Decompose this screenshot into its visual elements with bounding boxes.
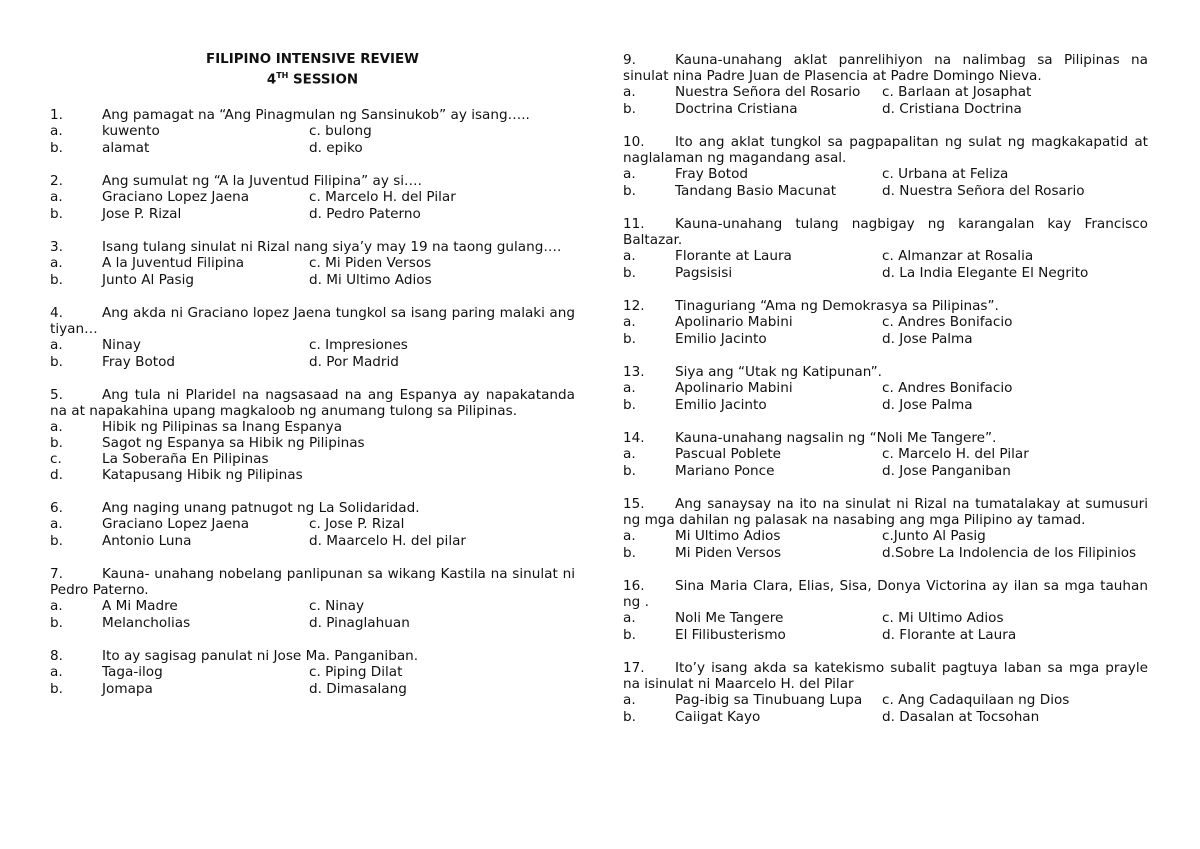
option-letter: a. [50,664,63,681]
option-letter: b. [50,139,63,156]
option-row [50,533,575,550]
session-suffix: TH [276,71,289,80]
question-text [623,660,1148,692]
option-choice-alt: d. Dimasalang [309,680,407,697]
option-choice-alt: d. epiko [309,139,363,156]
option-row [50,206,575,223]
question-3 [50,239,575,288]
question-stem: Ang akda ni Graciano lopez Jaena tungkol sa isang paring malaki ang tiyan… [50,305,575,338]
option-letter: a. [623,380,636,396]
option-choice: Caiigat Kayo [675,708,761,725]
option-row [623,709,1148,726]
option-letter: a. [50,419,63,436]
question-text [50,500,575,516]
option-letter: a. [50,598,63,615]
title-line-2 [50,68,575,88]
question-number: 5. [50,387,63,404]
option-choice: A Mi Madre [102,598,178,615]
option-choice-alt: c. Ninay [309,598,365,615]
option-row [50,255,575,272]
option-choice-alt: d. Mi Ultimo Adios [309,271,432,288]
option-row [623,627,1148,644]
question-number: 16. [623,578,645,594]
option-choice: Jomapa [102,680,153,697]
option-choice: kuwento [102,123,160,140]
option-row [50,419,575,435]
option-choice: Katapusang Hibik ng Pilipinas [102,467,303,484]
option-choice: Fray Botod [102,353,176,370]
question-15 [623,496,1148,561]
option-choice-alt: c. Ang Cadaquilaan ng Dios [882,692,1070,708]
option-letter: a. [50,123,63,140]
question-14 [623,430,1148,479]
question-7 [50,566,575,631]
question-number: 13. [623,364,645,380]
left-column [50,52,575,714]
option-row [623,331,1148,348]
question-stem: Kauna-unahang nagsalin ng “Noli Me Tangere”. [675,430,997,446]
option-choice: Pag-ibig sa Tinubuang Lupa [675,692,863,708]
option-row [50,664,575,681]
option-choice-alt: c. Andres Bonifacio [882,314,1013,330]
question-stem: Kauna- unahang nobelang panlipunan sa wikang Kastila na sinulat ni Pedro Paterno. [50,566,575,599]
option-row [50,354,575,371]
option-choice: Tandang Basio Macunat [675,182,837,199]
option-row [50,467,575,483]
option-letter: b. [623,626,636,643]
option-choice: Nuestra Señora del Rosario [675,84,861,100]
option-choice-alt: c. Mi Piden Versos [309,255,432,272]
option-choice-alt: d. Cristiana Doctrina [882,100,1022,117]
option-row [50,516,575,533]
option-choice-alt: d. Maarcelo H. del pilar [309,532,467,549]
option-letter: d. [50,467,63,484]
option-choice: Emilio Jacinto [675,330,767,347]
option-choice-alt: d. Florante at Laura [882,626,1017,643]
option-choice: Sagot ng Espanya sa Hibik ng Pilipinas [102,435,365,452]
question-11 [623,216,1148,281]
option-choice: La Soberaña En Pilipinas [102,451,269,468]
option-choice: Hibik ng Pilipinas sa Inang Espanya [102,419,343,436]
option-choice: Doctrina Cristiana [675,100,798,117]
question-stem: Ang sanaysay na ito na sinulat ni Rizal na tumatalakay at sumusuri ng mga dahilan ng palasak na nasabing ang mga Pilipino ay tamad. [623,496,1148,528]
option-choice-alt: c.Junto Al Pasig [882,528,986,544]
option-choice: A la Juventud Filipina [102,255,245,272]
option-row [623,183,1148,200]
question-stem: Ito ang aklat tungkol sa pagpapalitan ng sulat ng magkakapatid at naglalaman ng magandang asal. [623,134,1148,166]
option-choice: Mi Piden Versos [675,544,782,561]
option-choice-alt: d. Pinaglahuan [309,614,410,631]
question-stem: Ito’y isang akda sa katekismo subalit pagtuya laban sa mga prayle na isinulat ni Maarcelo H. del Pilar [623,660,1148,692]
option-choice-alt: c. Impresiones [309,337,408,354]
option-letter: a. [623,248,636,264]
option-choice: alamat [102,139,150,156]
question-number: 17. [623,660,645,676]
option-letter: b. [50,680,63,697]
option-row [623,446,1148,463]
option-row [623,101,1148,118]
question-number: 4. [50,305,63,322]
option-choice: Melancholias [102,614,191,631]
question-stem: Ang tula ni Plaridel na nagsasaad na ang Espanya ay napakatanda na at napakahina upang magkaloob ng anumang tulong sa Pilipinas. [50,387,575,420]
question-stem: Isang tulang sinulat ni Rizal nang siya’y may 19 na taong gulang…. [102,239,562,256]
option-choice-alt: c. Marcelo H. del Pilar [882,446,1029,462]
question-number: 2. [50,173,63,190]
option-row [623,692,1148,709]
option-letter: a. [623,610,636,626]
question-number: 12. [623,298,645,314]
question-number: 8. [50,648,63,665]
question-stem: Ang pamagat na “Ang Pinagmulan ng Sansinukob” ay isang….. [102,107,530,124]
option-choice: Jose P. Rizal [102,205,182,222]
option-choice: Graciano Lopez Jaena [102,189,250,206]
option-letter: b. [623,544,636,561]
option-choice-alt: c. Marcelo H. del Pilar [309,189,456,206]
question-text [50,107,575,123]
option-row [623,463,1148,480]
question-text [623,496,1148,528]
option-letter: a. [623,446,636,462]
option-row [623,545,1148,562]
option-choice: Pascual Poblete [675,446,782,462]
option-row [623,265,1148,282]
option-choice-alt: d. Jose Panganiban [882,462,1011,479]
option-letter: b. [50,271,63,288]
option-row [623,248,1148,265]
question-4 [50,305,575,370]
question-text [623,52,1148,84]
option-choice: Mi Ultimo Adios [675,528,781,544]
option-row [623,84,1148,101]
option-choice: Florante at Laura [675,248,792,264]
option-choice: Fray Botod [675,166,749,182]
option-row [50,598,575,615]
option-letter: a. [623,166,636,182]
option-letter: b. [623,182,636,199]
option-letter: c. [50,451,62,468]
option-row [50,189,575,206]
option-row [50,337,575,354]
option-letter: a. [50,516,63,533]
option-row [623,380,1148,397]
question-stem: Ang sumulat ng “A la Juventud Filipina” ay si…. [102,173,422,190]
option-choice-alt: c. Barlaan at Josaphat [882,84,1032,100]
option-row [50,123,575,140]
question-number: 11. [623,216,645,232]
option-letter: b. [623,396,636,413]
option-letter: a. [50,337,63,354]
question-5 [50,387,575,483]
question-number: 7. [50,566,63,583]
option-letter: a. [50,189,63,206]
option-choice: Taga-ilog [102,664,163,681]
option-row [623,166,1148,183]
option-choice-alt: d. Dasalan at Tocsohan [882,708,1040,725]
option-letter: a. [623,84,636,100]
option-choice: Junto Al Pasig [102,271,195,288]
title-line-1: FILIPINO INTENSIVE REVIEW [206,52,419,67]
question-text [50,566,575,598]
question-stem: Kauna-unahang aklat panrelihiyon na nalimbag sa Pilipinas na sinulat nina Padre Juan de Plasencia at Padre Domingo Nieva. [623,52,1148,84]
option-choice: Emilio Jacinto [675,396,767,413]
session-label: SESSION [288,72,359,88]
question-stem: Tinaguriang “Ama ng Demokrasya sa Pilipinas”. [675,298,999,314]
option-choice-alt: c. Piping Dilat [309,664,403,681]
option-choice-alt: d. Por Madrid [309,353,399,370]
question-text [623,134,1148,166]
question-17 [623,660,1148,725]
option-choice: Mariano Ponce [675,462,775,479]
option-row [50,140,575,157]
option-choice: Graciano Lopez Jaena [102,516,250,533]
option-row [50,681,575,698]
question-6 [50,500,575,549]
document-title [50,52,575,88]
option-choice: El Filibusterismo [675,626,786,643]
question-number: 15. [623,496,645,512]
option-letter: a. [623,692,636,708]
question-number: 1. [50,107,63,124]
option-letter: b. [50,435,63,452]
option-row [623,314,1148,331]
option-letter: b. [50,353,63,370]
option-letter: b. [50,532,63,549]
question-10 [623,134,1148,199]
question-1 [50,107,575,156]
option-row [50,435,575,451]
question-stem: Ang naging unang patnugot ng La Solidaridad. [102,500,420,517]
option-letter: b. [623,264,636,281]
option-letter: b. [50,614,63,631]
option-choice-alt: c. Mi Ultimo Adios [882,610,1004,626]
question-number: 10. [623,134,645,150]
option-letter: b. [623,100,636,117]
option-letter: b. [623,462,636,479]
question-stem: Ito ay sagisag panulat ni Jose Ma. Panganiban. [102,648,419,665]
question-number: 9. [623,52,636,68]
question-text [623,430,1148,446]
option-row [50,451,575,467]
question-number: 3. [50,239,63,256]
question-text [50,305,575,337]
option-letter: b. [623,330,636,347]
question-text [623,578,1148,610]
option-choice: Apolinario Mabini [675,314,793,330]
question-stem: Sina Maria Clara, Elias, Sisa, Donya Victorina ay ilan sa mga tauhan ng . [623,578,1148,610]
option-letter: a. [623,314,636,330]
question-number: 6. [50,500,63,517]
option-choice: Antonio Luna [102,532,192,549]
question-text [623,216,1148,248]
question-stem: Kauna-unahang tulang nagbigay ng karangalan kay Francisco Baltazar. [623,216,1148,248]
right-column [623,52,1148,742]
question-2 [50,173,575,222]
option-letter: a. [623,528,636,544]
question-text [623,364,1148,380]
option-choice-alt: d. La India Elegante El Negrito [882,264,1089,281]
option-choice-alt: c. Andres Bonifacio [882,380,1013,396]
question-text [50,387,575,419]
option-choice: Pagsisisi [675,264,733,281]
option-choice-alt: d.Sobre La Indolencia de los Filipinios [882,544,1137,561]
option-choice-alt: d. Pedro Paterno [309,205,421,222]
question-8 [50,648,575,697]
option-choice-alt: d. Jose Palma [882,396,973,413]
question-stem: Siya ang “Utak ng Katipunan”. [675,364,882,380]
question-text [623,298,1148,314]
option-choice-alt: d. Nuestra Señora del Rosario [882,182,1085,199]
option-row [623,528,1148,545]
option-choice-alt: c. Jose P. Rizal [309,516,405,533]
option-row [50,272,575,289]
option-choice: Noli Me Tangere [675,610,784,626]
question-text [50,648,575,664]
option-choice-alt: c. Urbana at Feliza [882,166,1009,182]
question-16 [623,578,1148,643]
question-12 [623,298,1148,347]
option-row [50,615,575,632]
question-number: 14. [623,430,645,446]
option-row [623,397,1148,414]
option-letter: a. [50,255,63,272]
question-13 [623,364,1148,413]
option-row [623,610,1148,627]
option-letter: b. [50,205,63,222]
option-choice-alt: d. Jose Palma [882,330,973,347]
option-choice-alt: c. bulong [309,123,372,140]
question-9 [623,52,1148,117]
option-choice: Apolinario Mabini [675,380,793,396]
question-text [50,173,575,189]
option-choice: Ninay [102,337,141,354]
session-number: 4 [266,72,277,88]
option-letter: b. [623,708,636,725]
option-choice-alt: c. Almanzar at Rosalia [882,248,1034,264]
question-text [50,239,575,255]
